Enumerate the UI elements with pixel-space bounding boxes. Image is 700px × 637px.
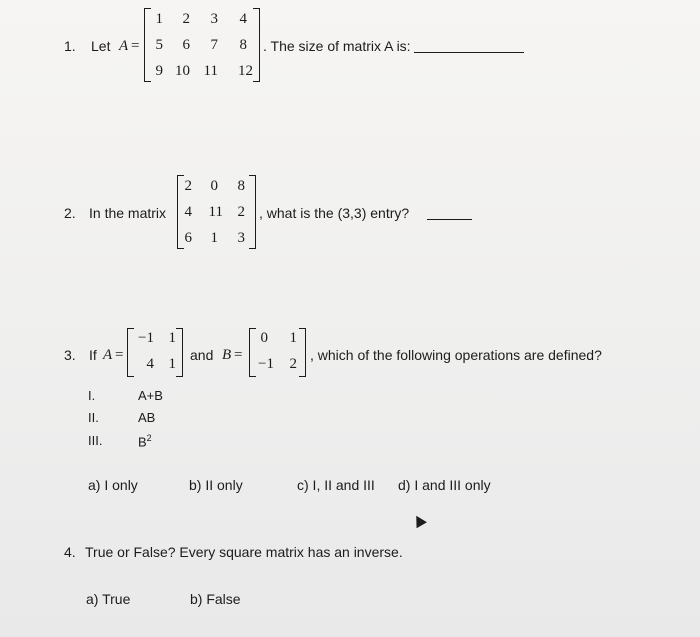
matrix-cell: 1 xyxy=(168,330,176,346)
option-a[interactable]: a) True xyxy=(86,591,131,607)
q3-text: , which of the following operations are defined? xyxy=(310,347,602,363)
matrix-cell: 5 xyxy=(155,37,163,53)
matrix-cell: −1 xyxy=(138,330,154,346)
matrix-cell: 6 xyxy=(182,37,190,53)
matrix-cell: 1 xyxy=(210,230,218,246)
q3-eq-a: = xyxy=(115,347,124,363)
q1-answer-blank[interactable] xyxy=(414,52,524,53)
q1-var: A xyxy=(119,38,129,54)
q4-number: 4. xyxy=(64,544,76,560)
matrix-cell: 4 xyxy=(239,11,247,27)
q4-text: True or False? Every square matrix has an inverse. xyxy=(85,544,403,560)
q2-lead: In the matrix xyxy=(89,205,167,221)
q1-text: . The size of matrix A is: xyxy=(263,38,411,54)
matrix-cell: 10 xyxy=(175,63,190,79)
q3-eq-b: = xyxy=(234,347,243,363)
matrix-cell: 7 xyxy=(210,37,218,53)
matrix-cell: 2 xyxy=(289,356,297,372)
q3-lead: If xyxy=(89,347,97,363)
item-number: I. xyxy=(88,388,96,403)
matrix-cell: 11 xyxy=(208,204,223,220)
matrix-cell: 4 xyxy=(146,356,154,372)
matrix-cell: 6 xyxy=(184,230,192,246)
item-operation: A+B xyxy=(138,388,163,403)
q3-var-b: B xyxy=(222,347,232,363)
matrix-cell: 0 xyxy=(210,178,218,194)
item-number: II. xyxy=(88,410,99,425)
q3-number: 3. xyxy=(64,347,76,363)
matrix-cell: 2 xyxy=(184,178,192,194)
item-operation: AB xyxy=(138,410,156,425)
matrix-cell: 9 xyxy=(155,63,163,79)
q2-answer-blank[interactable] xyxy=(427,219,472,220)
matrix-cell: 1 xyxy=(168,356,176,372)
option-c[interactable]: c) I, II and III xyxy=(297,477,375,493)
mouse-cursor-icon xyxy=(411,513,427,529)
matrix-cell: 8 xyxy=(237,178,245,194)
option-a[interactable]: a) I only xyxy=(88,477,138,493)
item-number: III. xyxy=(88,433,103,448)
q3-and: and xyxy=(190,347,214,363)
q1-number: 1. xyxy=(64,38,76,54)
right-bracket xyxy=(176,328,183,377)
q2-text: , what is the (3,3) entry? xyxy=(259,205,410,221)
matrix-cell: 8 xyxy=(239,37,247,53)
matrix-cell: 1 xyxy=(289,330,297,346)
option-b[interactable]: b) II only xyxy=(189,477,243,493)
matrix-cell: 4 xyxy=(184,204,192,220)
matrix-cell: 1 xyxy=(155,11,163,27)
right-bracket xyxy=(249,175,256,249)
item-operation: $B^2$ xyxy=(138,433,152,450)
q2-number: 2. xyxy=(64,205,76,221)
matrix-cell: 11 xyxy=(203,63,218,79)
matrix-cell: 0 xyxy=(260,330,268,346)
matrix-cell: 12 xyxy=(238,63,253,79)
option-b[interactable]: b) False xyxy=(190,591,241,607)
right-bracket xyxy=(299,328,306,377)
q1-eq: = xyxy=(131,38,140,54)
q3-var-a: A xyxy=(103,347,113,363)
option-d[interactable]: d) I and III only xyxy=(398,477,491,493)
matrix-cell: 3 xyxy=(210,11,218,27)
q1-lead: Let xyxy=(91,38,111,54)
matrix-cell: −1 xyxy=(258,356,274,372)
matrix-cell: 2 xyxy=(182,11,190,27)
right-bracket xyxy=(253,8,260,82)
matrix-cell: 2 xyxy=(237,204,245,220)
matrix-cell: 3 xyxy=(237,230,245,246)
